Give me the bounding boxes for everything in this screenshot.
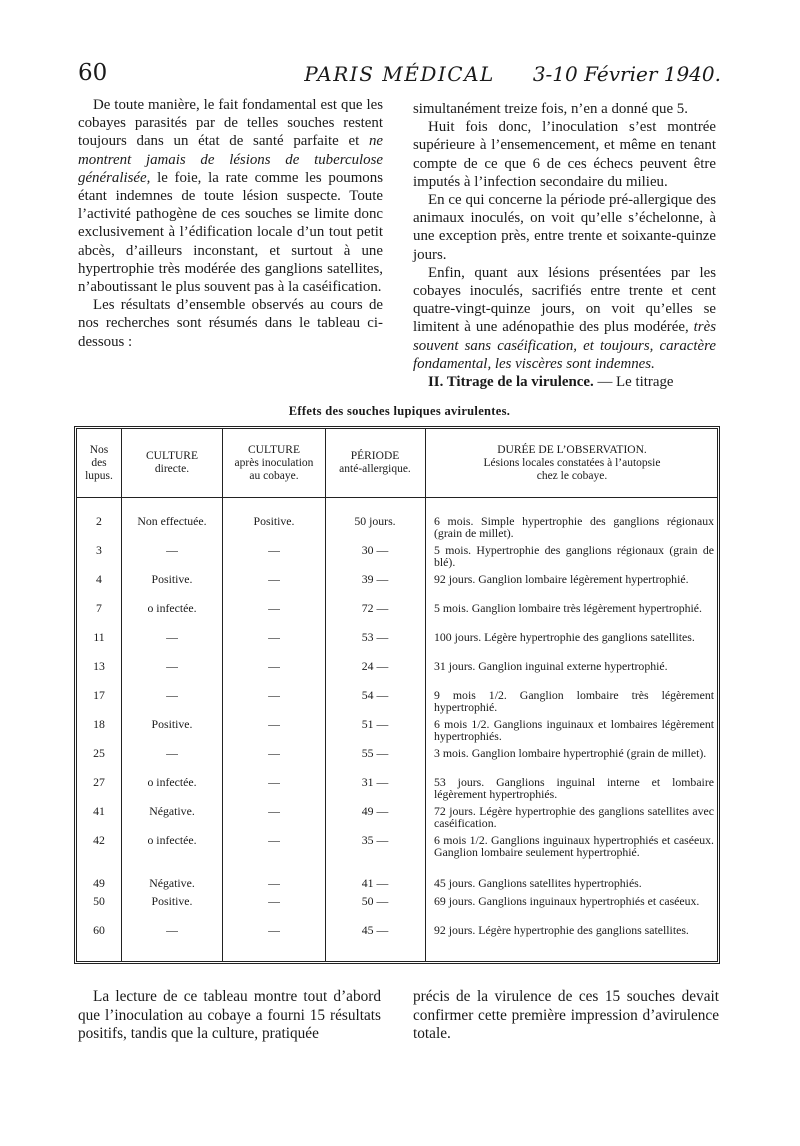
header-text: après inoculation	[234, 457, 314, 469]
header-num	[77, 444, 121, 483]
row-period: 49 —	[361, 804, 389, 818]
column-divider	[222, 429, 223, 961]
row-lupus-number: 41	[93, 804, 105, 818]
section-heading: II. Titrage de la virulence.	[428, 374, 594, 391]
row-period: 30 —	[361, 543, 389, 557]
header-text: Nos	[89, 444, 109, 456]
row-observation: 72 jours. Légère hypertrophie des ganglions satellites avec caséification.	[434, 804, 714, 831]
row-culture-direct: Positive.	[151, 717, 193, 731]
row-culture-direct: o infectée.	[147, 601, 197, 615]
row-culture-direct: Non effectuée.	[137, 514, 207, 528]
row-lupus-number: 18	[93, 717, 105, 731]
text-run: le foie, la rate comme les poumons étant indemnes de toute lésion suspecte. Toute l’activité pathogène de ces souches se limite donc exclusivement à l’édification locale d’un tout petit abcès, d’ailleurs inconstant, et surtout à une hypertrophie très modérée des ganglions satellites, n’aboutissant le plus souvent pas à la caséification.	[78, 169, 383, 296]
header-text: des	[91, 457, 107, 469]
page-header	[78, 60, 721, 94]
row-period: 24 —	[361, 659, 389, 673]
italic-text: ne montrent jamais de lésions de tuberculose généralisée,	[78, 133, 383, 186]
column-divider	[425, 429, 426, 961]
right-column-bottom	[413, 988, 719, 1044]
text-run: De toute manière, le fait fondamental est que les cobayes parasités par de telles souches restent toujours dans un état de santé parfaite et	[78, 97, 383, 150]
header-text: au cobaye.	[249, 470, 299, 482]
row-observation: 9 mois 1/2. Ganglion lombaire très légèrement hypertrophié.	[434, 688, 714, 715]
journal-title: PARIS MÉDICAL	[304, 62, 495, 86]
row-lupus-number: 13	[93, 659, 105, 673]
row-culture-inoculation: —	[268, 688, 280, 702]
row-lupus-number: 25	[93, 746, 105, 760]
row-culture-direct: Positive.	[151, 572, 193, 586]
row-lupus-number: 27	[93, 775, 105, 789]
row-culture-inoculation: —	[268, 601, 280, 615]
row-culture-direct: —	[166, 543, 178, 557]
row-period: 45 —	[361, 923, 389, 937]
row-period: 72 —	[361, 601, 389, 615]
row-culture-inoculation: —	[268, 876, 280, 890]
row-period: 54 —	[361, 688, 389, 702]
paragraph: précis de la virulence de ces 15 souches devait confirmer cette première impression d’avirulence totale.	[413, 988, 719, 1042]
paragraph: Huit fois donc, l’inoculation s’est montrée supérieure à l’ensemencement, et même en tenant compte de ce que 6 de ces échecs peuvent être imputés à l’infection secondaire du milieu.	[413, 119, 716, 190]
header-text: Lésions locales constatées à l’autopsie	[483, 457, 661, 469]
row-period: 41 —	[361, 876, 389, 890]
row-lupus-number: 7	[96, 601, 102, 615]
row-culture-direct: o infectée.	[147, 775, 197, 789]
row-culture-direct: —	[166, 630, 178, 644]
paragraph	[413, 264, 716, 373]
header-text: directe.	[154, 463, 190, 475]
row-culture-inoculation: —	[268, 659, 280, 673]
row-lupus-number: 42	[93, 833, 105, 847]
left-column-top	[78, 96, 383, 351]
right-column-top	[413, 100, 716, 391]
header-observation	[429, 444, 715, 483]
row-culture-inoculation: —	[268, 543, 280, 557]
paragraph: La lecture de ce tableau montre tout d’abord que l’inoculation au cobaye a fourni 15 résultats positifs, tandis que la culture, pratiquée	[78, 988, 381, 1042]
paragraph: Les résultats d’ensemble observés au cours de nos recherches sont résumés dans le tableau ci-dessous :	[78, 297, 383, 350]
row-observation: 69 jours. Ganglions inguinaux hypertrophiés et caséeux.	[434, 894, 700, 908]
row-observation: 6 mois. Simple hypertrophie des ganglions régionaux (grain de millet).	[434, 514, 714, 541]
header-text: DURÉE DE L’OBSERVATION.	[497, 444, 647, 456]
page-number: 60	[78, 60, 108, 86]
row-culture-inoculation: —	[268, 923, 280, 937]
paragraph: simultanément treize fois, n’en a donné que 5.	[413, 101, 688, 117]
row-observation: 100 jours. Légère hypertrophie des ganglions satellites.	[434, 630, 695, 644]
header-text: CULTURE	[248, 444, 300, 456]
row-period: 39 —	[361, 572, 389, 586]
text-run: — Le titrage	[593, 374, 674, 391]
row-observation: 3 mois. Ganglion lombaire hypertrophié (grain de millet).	[434, 746, 707, 760]
row-culture-direct: —	[166, 746, 178, 760]
header-period	[327, 450, 423, 476]
row-lupus-number: 4	[96, 572, 102, 586]
header-text: CULTURE	[146, 450, 198, 462]
row-period: 51 —	[361, 717, 389, 731]
row-observation: 92 jours. Ganglion lombaire légèrement hypertrophié.	[434, 572, 689, 586]
section-heading-line	[413, 373, 716, 391]
row-period: 31 —	[361, 775, 389, 789]
row-culture-inoculation: —	[268, 833, 280, 847]
italic-text: très souvent sans caséification, et toujours, caractère fondamental, les viscères sont indemnes.	[413, 319, 716, 372]
row-culture-inoculation: Positive.	[253, 514, 295, 528]
data-table	[74, 426, 720, 964]
row-observation: 5 mois. Ganglion lombaire très légèrement hypertrophié.	[434, 601, 702, 615]
header-text: lupus.	[85, 470, 113, 482]
row-culture-inoculation: —	[268, 717, 280, 731]
row-period: 55 —	[361, 746, 389, 760]
row-observation: 92 jours. Légère hypertrophie des ganglions satellites.	[434, 923, 689, 937]
row-culture-direct: —	[166, 923, 178, 937]
paragraph	[78, 96, 383, 296]
header-text: PÉRIODE	[350, 450, 400, 462]
row-period: 35 —	[361, 833, 389, 847]
row-culture-direct: o infectée.	[147, 833, 197, 847]
row-observation: 5 mois. Hypertrophie des ganglions régionaux (grain de blé).	[434, 543, 714, 570]
row-culture-direct: —	[166, 688, 178, 702]
row-observation: 6 mois 1/2. Ganglions inguinaux et lombaires légèrement hypertrophiés.	[434, 717, 714, 744]
row-culture-inoculation: —	[268, 572, 280, 586]
row-culture-inoculation: —	[268, 894, 280, 908]
column-divider	[325, 429, 326, 961]
row-culture-direct: Négative.	[149, 804, 195, 818]
row-culture-inoculation: —	[268, 804, 280, 818]
row-lupus-number: 11	[93, 630, 105, 644]
row-lupus-number: 17	[93, 688, 105, 702]
row-lupus-number: 60	[93, 923, 105, 937]
row-period: 50 —	[361, 894, 389, 908]
header-inoculation	[224, 444, 324, 483]
header-text: anté-allergique.	[339, 463, 411, 475]
text-run: Enfin, quant aux lésions présentées par les cobayes inoculés, sacrifiés entre trente et cent quatre-vingt-quinze jours, on voit qu’elles se limitent à une adénopathie des plus modérée,	[413, 264, 716, 336]
table-title: Effets des souches lupiques avirulentes.	[288, 404, 511, 418]
row-lupus-number: 3	[96, 543, 102, 557]
row-culture-inoculation: —	[268, 746, 280, 760]
row-observation: 45 jours. Ganglions satellites hypertrophiés.	[434, 876, 642, 890]
column-divider	[121, 429, 122, 961]
row-observation: 6 mois 1/2. Ganglions inguinaux hypertrophiés et caséeux. Ganglion lombaire seulement hypertrophié.	[434, 833, 714, 860]
row-culture-direct: Négative.	[149, 876, 195, 890]
issue-date: 3-10 Février 1940.	[532, 62, 721, 86]
row-lupus-number: 50	[93, 894, 105, 908]
row-observation: 53 jours. Ganglions inguinal interne et lombaire légèrement hypertrophiés.	[434, 775, 714, 802]
row-culture-inoculation: —	[268, 775, 280, 789]
row-lupus-number: 2	[96, 514, 102, 528]
row-culture-inoculation: —	[268, 630, 280, 644]
header-text: chez le cobaye.	[536, 470, 608, 482]
row-period: 50 jours.	[354, 514, 396, 528]
paragraph: En ce qui concerne la période pré-allergique des animaux inoculés, on voit qu’elle s’échelonne, à une exception près, entre trente et soixante-quinze jours.	[413, 192, 716, 263]
left-column-bottom	[78, 988, 381, 1044]
row-lupus-number: 49	[93, 876, 105, 890]
header-direct	[123, 450, 221, 476]
header-divider	[77, 497, 717, 498]
row-period: 53 —	[361, 630, 389, 644]
row-culture-direct: Positive.	[151, 894, 193, 908]
row-culture-direct: —	[166, 659, 178, 673]
row-observation: 31 jours. Ganglion inguinal externe hypertrophié.	[434, 659, 668, 673]
